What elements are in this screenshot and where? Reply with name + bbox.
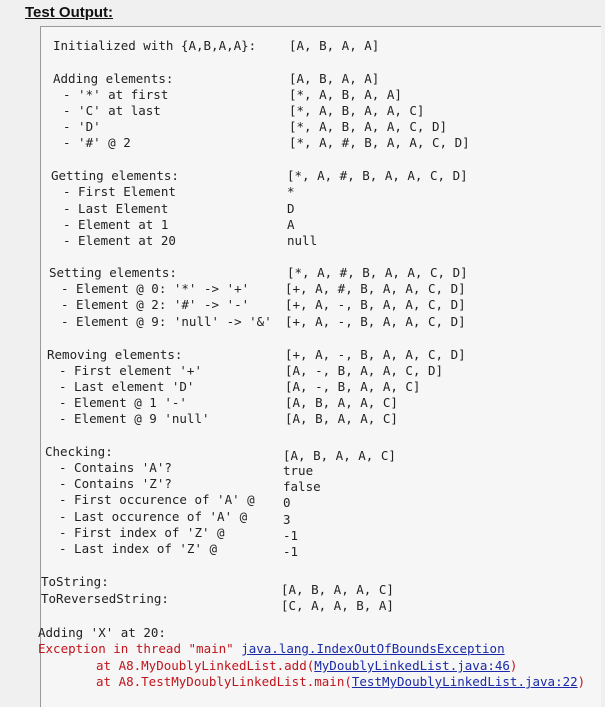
- getting-item-value: null: [287, 233, 318, 248]
- exception-line: [38, 641, 505, 656]
- checking-item-value: -1: [283, 544, 299, 559]
- stack-frame-prefix: at A8.MyDoublyLinkedList.add(: [96, 658, 315, 673]
- getting-item-label: - Element at 20: [63, 233, 176, 248]
- checking-item-label: - Last index of 'Z' @: [59, 541, 218, 556]
- adding-x-line: Adding 'X' at 20:: [38, 625, 166, 640]
- exception-class-link[interactable]: java.lang.IndexOutOfBoundsException: [241, 641, 505, 656]
- checking-item-value: -1: [283, 528, 299, 543]
- adding-item-value: [*, A, B, A, A]: [289, 87, 402, 102]
- adding-item-value: [*, A, B, A, A, C, D]: [289, 119, 448, 134]
- tostring-label: ToString:: [41, 574, 109, 589]
- init-label: Initialized with {A,B,A,A}:: [53, 38, 257, 53]
- checking-item-value: true: [283, 463, 314, 478]
- adding-header: Adding elements:: [53, 71, 174, 86]
- adding-item-label: - '*' at first: [63, 87, 169, 102]
- test-output-title: Test Output:: [25, 4, 114, 21]
- stack-frame-suffix: ): [577, 674, 586, 689]
- checking-item-value: false: [283, 479, 321, 494]
- stack-frame: [96, 674, 585, 689]
- getting-header: Getting elements:: [51, 168, 179, 183]
- stack-frame: [96, 658, 517, 673]
- adding-item-value: [*, A, B, A, A, C]: [289, 103, 425, 118]
- setting-header: Setting elements:: [49, 265, 177, 280]
- removing-item-value: [A, -, B, A, A, C]: [285, 379, 421, 394]
- console-output-panel: [40, 26, 601, 707]
- init-value: [A, B, A, A]: [289, 38, 380, 53]
- checking-item-value: 0: [283, 495, 291, 510]
- setting-item-value: [+, A, -, B, A, A, C, D]: [285, 297, 466, 312]
- setting-item-label: - Element @ 9: 'null' -> '&': [61, 314, 272, 329]
- getting-item-value: *: [287, 184, 295, 199]
- checking-item-label: - Contains 'Z'?: [59, 476, 172, 491]
- checking-item-value: 3: [283, 512, 291, 527]
- getting-item-label: - Element at 1: [63, 217, 169, 232]
- getting-header-value: [*, A, #, B, A, A, C, D]: [287, 168, 468, 183]
- setting-item-label: - Element @ 2: '#' -> '-': [61, 297, 250, 312]
- removing-item-value: [A, B, A, A, C]: [285, 411, 398, 426]
- toreversedstring-label: ToReversedString:: [41, 591, 169, 606]
- removing-item-label: - Element @ 1 '-': [59, 395, 187, 410]
- removing-item-value: [A, -, B, A, A, C, D]: [285, 363, 444, 378]
- stack-frame-prefix: at A8.TestMyDoublyLinkedList.main(: [96, 674, 352, 689]
- removing-item-label: - First element '+': [59, 363, 202, 378]
- removing-header-value: [+, A, -, B, A, A, C, D]: [285, 347, 466, 362]
- adding-item-label: - 'D': [63, 119, 101, 134]
- stack-frame-link[interactable]: MyDoublyLinkedList.java:46: [314, 658, 510, 673]
- checking-header-value: [A, B, A, A, C]: [283, 448, 396, 463]
- removing-item-value: [A, B, A, A, C]: [285, 395, 398, 410]
- setting-item-value: [+, A, -, B, A, A, C, D]: [285, 314, 466, 329]
- getting-item-value: A: [287, 217, 295, 232]
- checking-item-label: - Contains 'A'?: [59, 460, 172, 475]
- adding-header-value: [A, B, A, A]: [289, 71, 380, 86]
- getting-item-label: - First Element: [63, 184, 176, 199]
- removing-item-label: - Element @ 9 'null': [59, 411, 210, 426]
- getting-item-label: - Last Element: [63, 201, 169, 216]
- removing-item-label: - Last element 'D': [59, 379, 195, 394]
- checking-item-label: - First occurence of 'A' @: [59, 492, 255, 507]
- removing-header: Removing elements:: [47, 347, 183, 362]
- checking-item-label: - Last occurence of 'A' @: [59, 509, 248, 524]
- setting-item-label: - Element @ 0: '*' -> '+': [61, 281, 250, 296]
- tostring-value: [A, B, A, A, C]: [281, 582, 394, 597]
- exception-prefix: Exception in thread "main": [38, 641, 242, 656]
- stack-frame-suffix: ): [509, 658, 518, 673]
- getting-item-value: D: [287, 201, 295, 216]
- adding-item-label: - 'C' at last: [63, 103, 161, 118]
- stack-frame-link[interactable]: TestMyDoublyLinkedList.java:22: [351, 674, 578, 689]
- adding-item-label: - '#' @ 2: [63, 135, 131, 150]
- checking-item-label: - First index of 'Z' @: [59, 525, 225, 540]
- setting-item-value: [+, A, #, B, A, A, C, D]: [285, 281, 466, 296]
- checking-header: Checking:: [45, 444, 113, 459]
- setting-header-value: [*, A, #, B, A, A, C, D]: [287, 265, 468, 280]
- adding-item-value: [*, A, #, B, A, A, C, D]: [289, 135, 470, 150]
- toreversedstring-value: [C, A, A, B, A]: [281, 598, 394, 613]
